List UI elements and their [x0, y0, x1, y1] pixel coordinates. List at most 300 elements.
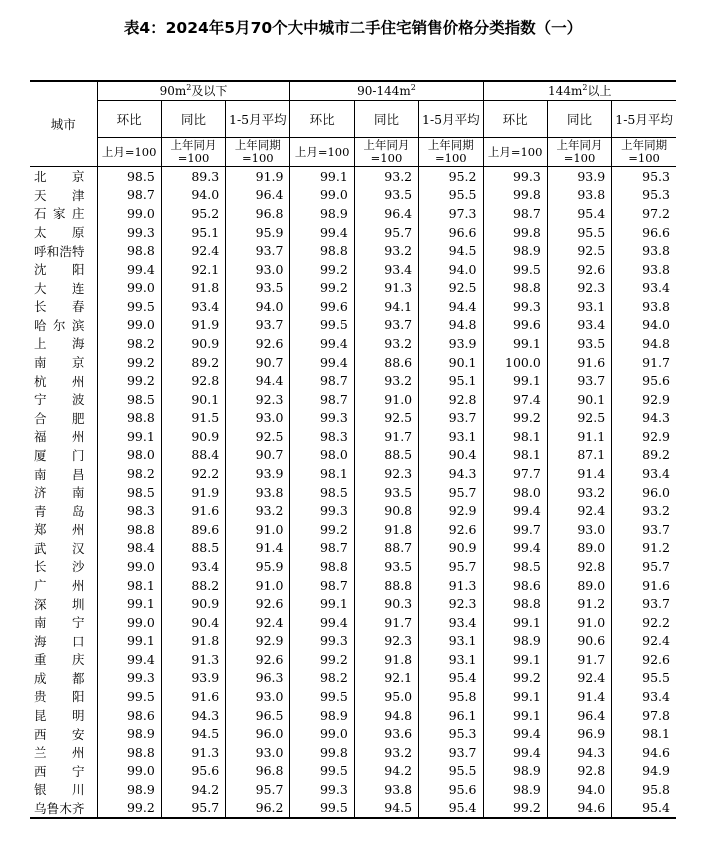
index-value: 98.2 [97, 334, 161, 353]
index-value: 89.0 [547, 576, 611, 595]
table-row [30, 650, 676, 669]
price-index-table [30, 80, 676, 819]
table-row [30, 278, 676, 297]
index-value: 98.6 [483, 576, 547, 595]
index-value: 95.5 [547, 223, 611, 242]
city-name: 武汉 [30, 539, 97, 558]
index-value: 98.9 [290, 706, 354, 725]
index-value: 93.7 [419, 409, 483, 428]
index-value: 95.7 [226, 780, 290, 799]
index-value: 95.6 [419, 780, 483, 799]
index-value: 98.9 [483, 762, 547, 781]
table-row [30, 483, 676, 502]
index-value: 93.8 [612, 260, 676, 279]
index-value: 99.8 [290, 743, 354, 762]
index-value: 91.0 [226, 520, 290, 539]
index-value: 99.4 [483, 743, 547, 762]
index-value: 91.6 [161, 687, 225, 706]
index-value: 97.3 [419, 204, 483, 223]
index-value: 94.5 [354, 799, 418, 819]
table-row [30, 669, 676, 688]
index-value: 91.9 [161, 483, 225, 502]
index-value: 96.2 [226, 799, 290, 819]
index-value: 93.9 [547, 167, 611, 186]
index-value: 93.4 [547, 316, 611, 335]
index-value: 92.5 [547, 241, 611, 260]
index-value: 98.1 [483, 446, 547, 465]
index-value: 93.7 [226, 316, 290, 335]
index-value: 92.3 [419, 594, 483, 613]
index-value: 96.3 [226, 669, 290, 688]
city-name: 南京 [30, 353, 97, 372]
city-name: 兰州 [30, 743, 97, 762]
table-row [30, 706, 676, 725]
index-value: 91.6 [612, 576, 676, 595]
table-row [30, 334, 676, 353]
index-value: 88.2 [161, 576, 225, 595]
index-value: 98.9 [290, 204, 354, 223]
index-value: 93.1 [419, 427, 483, 446]
index-value: 98.3 [97, 501, 161, 520]
index-value: 98.5 [483, 557, 547, 576]
index-value: 99.0 [97, 613, 161, 632]
index-value: 99.1 [290, 167, 354, 186]
index-value: 91.4 [547, 687, 611, 706]
index-value: 99.1 [97, 631, 161, 650]
index-value: 91.3 [161, 650, 225, 669]
index-value: 97.4 [483, 390, 547, 409]
table-row [30, 297, 676, 316]
index-value: 99.2 [290, 520, 354, 539]
index-value: 99.3 [290, 780, 354, 799]
index-value: 95.5 [612, 669, 676, 688]
index-value: 99.5 [290, 316, 354, 335]
index-value: 91.8 [354, 520, 418, 539]
index-value: 94.6 [612, 743, 676, 762]
index-value: 95.7 [161, 799, 225, 819]
index-value: 95.7 [612, 557, 676, 576]
index-value: 93.2 [354, 743, 418, 762]
index-value: 93.9 [161, 669, 225, 688]
index-value: 92.3 [354, 464, 418, 483]
city-name: 海口 [30, 631, 97, 650]
index-value: 93.8 [547, 186, 611, 205]
index-value: 93.0 [226, 260, 290, 279]
index-value: 92.5 [354, 409, 418, 428]
index-value: 93.8 [612, 241, 676, 260]
index-value: 91.4 [226, 539, 290, 558]
city-name: 天津 [30, 186, 97, 205]
index-value: 95.7 [419, 483, 483, 502]
group-header-small: $90m^2$及以下 [97, 81, 290, 101]
index-value: 97.2 [612, 204, 676, 223]
index-value: 94.8 [419, 316, 483, 335]
index-value: 93.0 [226, 409, 290, 428]
index-value: 92.3 [547, 278, 611, 297]
table-row [30, 260, 676, 279]
index-value: 91.5 [161, 409, 225, 428]
index-value: 90.9 [161, 427, 225, 446]
index-value: 91.7 [354, 427, 418, 446]
index-value: 95.3 [612, 186, 676, 205]
table-row [30, 501, 676, 520]
index-value: 92.5 [419, 278, 483, 297]
index-value: 99.3 [290, 631, 354, 650]
index-value: 98.9 [483, 241, 547, 260]
index-value: 95.4 [419, 669, 483, 688]
index-value: 99.5 [290, 762, 354, 781]
index-value: 98.1 [483, 427, 547, 446]
table-row [30, 631, 676, 650]
index-value: 91.4 [547, 464, 611, 483]
index-value: 99.3 [483, 297, 547, 316]
index-value: 93.8 [226, 483, 290, 502]
index-value: 98.9 [483, 780, 547, 799]
table-row [30, 371, 676, 390]
index-value: 99.3 [97, 669, 161, 688]
index-value: 94.9 [612, 762, 676, 781]
index-value: 98.7 [483, 204, 547, 223]
index-value: 98.8 [97, 520, 161, 539]
index-value: 91.0 [547, 613, 611, 632]
index-value: 94.4 [419, 297, 483, 316]
index-value: 93.5 [226, 278, 290, 297]
city-name: 南昌 [30, 464, 97, 483]
index-value: 96.8 [226, 762, 290, 781]
group-header-medium: $90-144m^2$ [290, 81, 483, 101]
index-value: 99.3 [290, 409, 354, 428]
city-name: 郑州 [30, 520, 97, 539]
table-row [30, 464, 676, 483]
table-row [30, 613, 676, 632]
index-value: 94.0 [547, 780, 611, 799]
index-value: 99.0 [97, 316, 161, 335]
index-value: 93.4 [612, 687, 676, 706]
index-value: 99.4 [290, 223, 354, 242]
table-row [30, 594, 676, 613]
city-name: 北京 [30, 167, 97, 186]
index-value: 99.0 [97, 557, 161, 576]
index-value: 92.2 [161, 464, 225, 483]
index-value: 98.9 [483, 631, 547, 650]
index-value: 99.0 [97, 762, 161, 781]
index-value: 90.1 [419, 353, 483, 372]
index-value: 93.5 [354, 557, 418, 576]
index-value: 88.6 [354, 353, 418, 372]
index-value: 95.5 [419, 762, 483, 781]
index-value: 93.1 [419, 650, 483, 669]
city-name: 呼和浩特 [30, 241, 97, 260]
index-value: 99.2 [483, 409, 547, 428]
index-value: 89.2 [161, 353, 225, 372]
index-value: 92.6 [226, 334, 290, 353]
index-value: 99.0 [290, 186, 354, 205]
index-value: 98.8 [483, 594, 547, 613]
base-header-0: 上月=100 [97, 138, 161, 167]
index-value: 97.7 [483, 464, 547, 483]
city-name: 长春 [30, 297, 97, 316]
index-value: 100.0 [483, 353, 547, 372]
table-row [30, 167, 676, 186]
index-value: 93.7 [612, 520, 676, 539]
index-value: 95.4 [419, 799, 483, 819]
index-value: 99.5 [483, 260, 547, 279]
index-value: 95.1 [419, 371, 483, 390]
index-value: 99.4 [290, 613, 354, 632]
index-value: 99.2 [290, 260, 354, 279]
index-value: 93.4 [161, 297, 225, 316]
table-row [30, 687, 676, 706]
index-value: 94.3 [547, 743, 611, 762]
index-value: 88.5 [354, 446, 418, 465]
index-value: 98.0 [290, 446, 354, 465]
index-value: 92.9 [419, 501, 483, 520]
index-value: 91.9 [161, 316, 225, 335]
index-value: 93.4 [419, 613, 483, 632]
index-value: 99.1 [483, 706, 547, 725]
index-value: 94.8 [612, 334, 676, 353]
index-value: 99.3 [290, 501, 354, 520]
index-value: 96.1 [419, 706, 483, 725]
city-name: 广州 [30, 576, 97, 595]
index-value: 93.6 [354, 724, 418, 743]
index-value: 98.9 [97, 780, 161, 799]
base-header-5: 上年同期=100 [419, 138, 483, 167]
table-row [30, 223, 676, 242]
city-name: 大连 [30, 278, 97, 297]
index-value: 99.4 [483, 724, 547, 743]
index-value: 91.8 [161, 631, 225, 650]
city-name: 合肥 [30, 409, 97, 428]
index-value: 99.2 [290, 650, 354, 669]
index-value: 90.9 [161, 334, 225, 353]
index-value: 93.7 [612, 594, 676, 613]
index-value: 89.0 [547, 539, 611, 558]
index-value: 94.3 [161, 706, 225, 725]
subheader-2: 1-5月平均 [226, 101, 290, 138]
index-value: 99.5 [97, 687, 161, 706]
index-value: 98.5 [97, 483, 161, 502]
index-value: 92.8 [547, 762, 611, 781]
index-value: 94.1 [354, 297, 418, 316]
base-header-6: 上月=100 [483, 138, 547, 167]
base-header-4: 上年同月=100 [354, 138, 418, 167]
city-name: 深圳 [30, 594, 97, 613]
index-value: 98.7 [97, 186, 161, 205]
index-value: 90.4 [161, 613, 225, 632]
index-value: 93.7 [354, 316, 418, 335]
index-value: 99.1 [483, 334, 547, 353]
index-value: 99.7 [483, 520, 547, 539]
index-value: 92.4 [547, 669, 611, 688]
subheader-4: 同比 [354, 101, 418, 138]
index-value: 94.5 [161, 724, 225, 743]
index-value: 93.7 [419, 743, 483, 762]
table-row [30, 762, 676, 781]
index-value: 96.4 [354, 204, 418, 223]
index-value: 93.4 [354, 260, 418, 279]
index-value: 99.5 [290, 687, 354, 706]
index-value: 93.2 [354, 241, 418, 260]
table-row [30, 743, 676, 762]
city-name: 太原 [30, 223, 97, 242]
index-value: 99.1 [483, 371, 547, 390]
index-value: 90.7 [226, 446, 290, 465]
city-name: 宁波 [30, 390, 97, 409]
index-value: 95.9 [226, 223, 290, 242]
index-value: 99.8 [483, 223, 547, 242]
index-value: 94.3 [419, 464, 483, 483]
table-row [30, 799, 676, 819]
index-value: 93.2 [226, 501, 290, 520]
index-value: 92.8 [161, 371, 225, 390]
index-value: 98.5 [97, 390, 161, 409]
index-value: 92.6 [419, 520, 483, 539]
index-value: 98.7 [290, 371, 354, 390]
index-value: 93.4 [612, 278, 676, 297]
city-name: 上海 [30, 334, 97, 353]
index-value: 98.1 [97, 576, 161, 595]
index-value: 98.3 [290, 427, 354, 446]
city-name: 石家庄 [30, 204, 97, 223]
index-value: 96.6 [612, 223, 676, 242]
table-row [30, 353, 676, 372]
index-value: 98.8 [97, 241, 161, 260]
table-row [30, 409, 676, 428]
index-value: 95.0 [354, 687, 418, 706]
table-row [30, 427, 676, 446]
index-value: 99.1 [483, 613, 547, 632]
index-value: 91.3 [354, 278, 418, 297]
city-column-header: 城市 [30, 81, 97, 167]
index-value: 99.2 [290, 278, 354, 297]
index-value: 94.2 [161, 780, 225, 799]
index-value: 96.4 [226, 186, 290, 205]
index-value: 92.5 [226, 427, 290, 446]
index-value: 93.0 [226, 687, 290, 706]
index-value: 88.5 [161, 539, 225, 558]
table-row [30, 520, 676, 539]
index-value: 93.2 [354, 334, 418, 353]
table-row [30, 204, 676, 223]
index-value: 94.0 [161, 186, 225, 205]
index-value: 91.3 [419, 576, 483, 595]
index-value: 93.8 [612, 297, 676, 316]
index-value: 96.6 [419, 223, 483, 242]
index-value: 94.0 [226, 297, 290, 316]
index-value: 95.9 [226, 557, 290, 576]
index-value: 99.1 [290, 594, 354, 613]
index-value: 91.8 [354, 650, 418, 669]
index-value: 92.6 [226, 650, 290, 669]
index-value: 98.5 [290, 483, 354, 502]
subheader-8: 1-5月平均 [612, 101, 676, 138]
index-value: 92.4 [226, 613, 290, 632]
index-value: 98.8 [97, 743, 161, 762]
index-value: 92.6 [547, 260, 611, 279]
base-header-2: 上年同期=100 [226, 138, 290, 167]
index-value: 98.2 [290, 669, 354, 688]
index-value: 98.5 [97, 167, 161, 186]
index-value: 99.1 [483, 650, 547, 669]
index-value: 99.0 [97, 204, 161, 223]
index-value: 99.1 [97, 427, 161, 446]
index-value: 92.9 [612, 390, 676, 409]
index-value: 91.9 [226, 167, 290, 186]
subheader-7: 同比 [547, 101, 611, 138]
index-value: 92.1 [354, 669, 418, 688]
base-header-3: 上月=100 [290, 138, 354, 167]
index-value: 92.1 [161, 260, 225, 279]
index-value: 90.1 [547, 390, 611, 409]
index-value: 99.3 [483, 167, 547, 186]
table-row [30, 186, 676, 205]
index-value: 98.8 [483, 278, 547, 297]
base-header-7: 上年同月=100 [547, 138, 611, 167]
table-row [30, 539, 676, 558]
index-value: 95.1 [161, 223, 225, 242]
index-value: 88.4 [161, 446, 225, 465]
index-value: 93.5 [354, 483, 418, 502]
index-value: 95.2 [419, 167, 483, 186]
index-value: 98.7 [290, 576, 354, 595]
index-value: 93.2 [354, 167, 418, 186]
index-value: 89.6 [161, 520, 225, 539]
index-value: 95.6 [612, 371, 676, 390]
city-name: 哈尔滨 [30, 316, 97, 335]
city-name: 南宁 [30, 613, 97, 632]
index-value: 90.7 [226, 353, 290, 372]
index-value: 94.6 [547, 799, 611, 819]
index-value: 98.8 [290, 557, 354, 576]
base-header-8: 上年同期=100 [612, 138, 676, 167]
subheader-5: 1-5月平均 [419, 101, 483, 138]
index-value: 92.3 [226, 390, 290, 409]
group-header-large: $144m^2$以上 [483, 81, 676, 101]
city-name: 长沙 [30, 557, 97, 576]
index-value: 98.4 [97, 539, 161, 558]
index-value: 93.7 [547, 371, 611, 390]
subheader-6: 环比 [483, 101, 547, 138]
index-value: 93.9 [419, 334, 483, 353]
city-name: 重庆 [30, 650, 97, 669]
index-value: 99.5 [97, 297, 161, 316]
index-value: 93.1 [419, 631, 483, 650]
index-value: 99.4 [290, 334, 354, 353]
index-value: 96.0 [226, 724, 290, 743]
index-value: 95.3 [419, 724, 483, 743]
index-value: 91.8 [161, 278, 225, 297]
index-value: 98.1 [612, 724, 676, 743]
city-name: 济南 [30, 483, 97, 502]
city-name: 沈阳 [30, 260, 97, 279]
index-value: 95.8 [419, 687, 483, 706]
index-value: 98.6 [97, 706, 161, 725]
index-value: 91.2 [547, 594, 611, 613]
table-row [30, 390, 676, 409]
index-value: 93.8 [354, 780, 418, 799]
index-value: 90.1 [161, 390, 225, 409]
index-value: 93.0 [547, 520, 611, 539]
index-value: 92.4 [161, 241, 225, 260]
index-value: 99.6 [483, 316, 547, 335]
index-value: 88.8 [354, 576, 418, 595]
subheader-3: 环比 [290, 101, 354, 138]
index-value: 90.4 [419, 446, 483, 465]
index-value: 95.7 [354, 223, 418, 242]
index-value: 90.9 [419, 539, 483, 558]
index-value: 99.3 [97, 223, 161, 242]
